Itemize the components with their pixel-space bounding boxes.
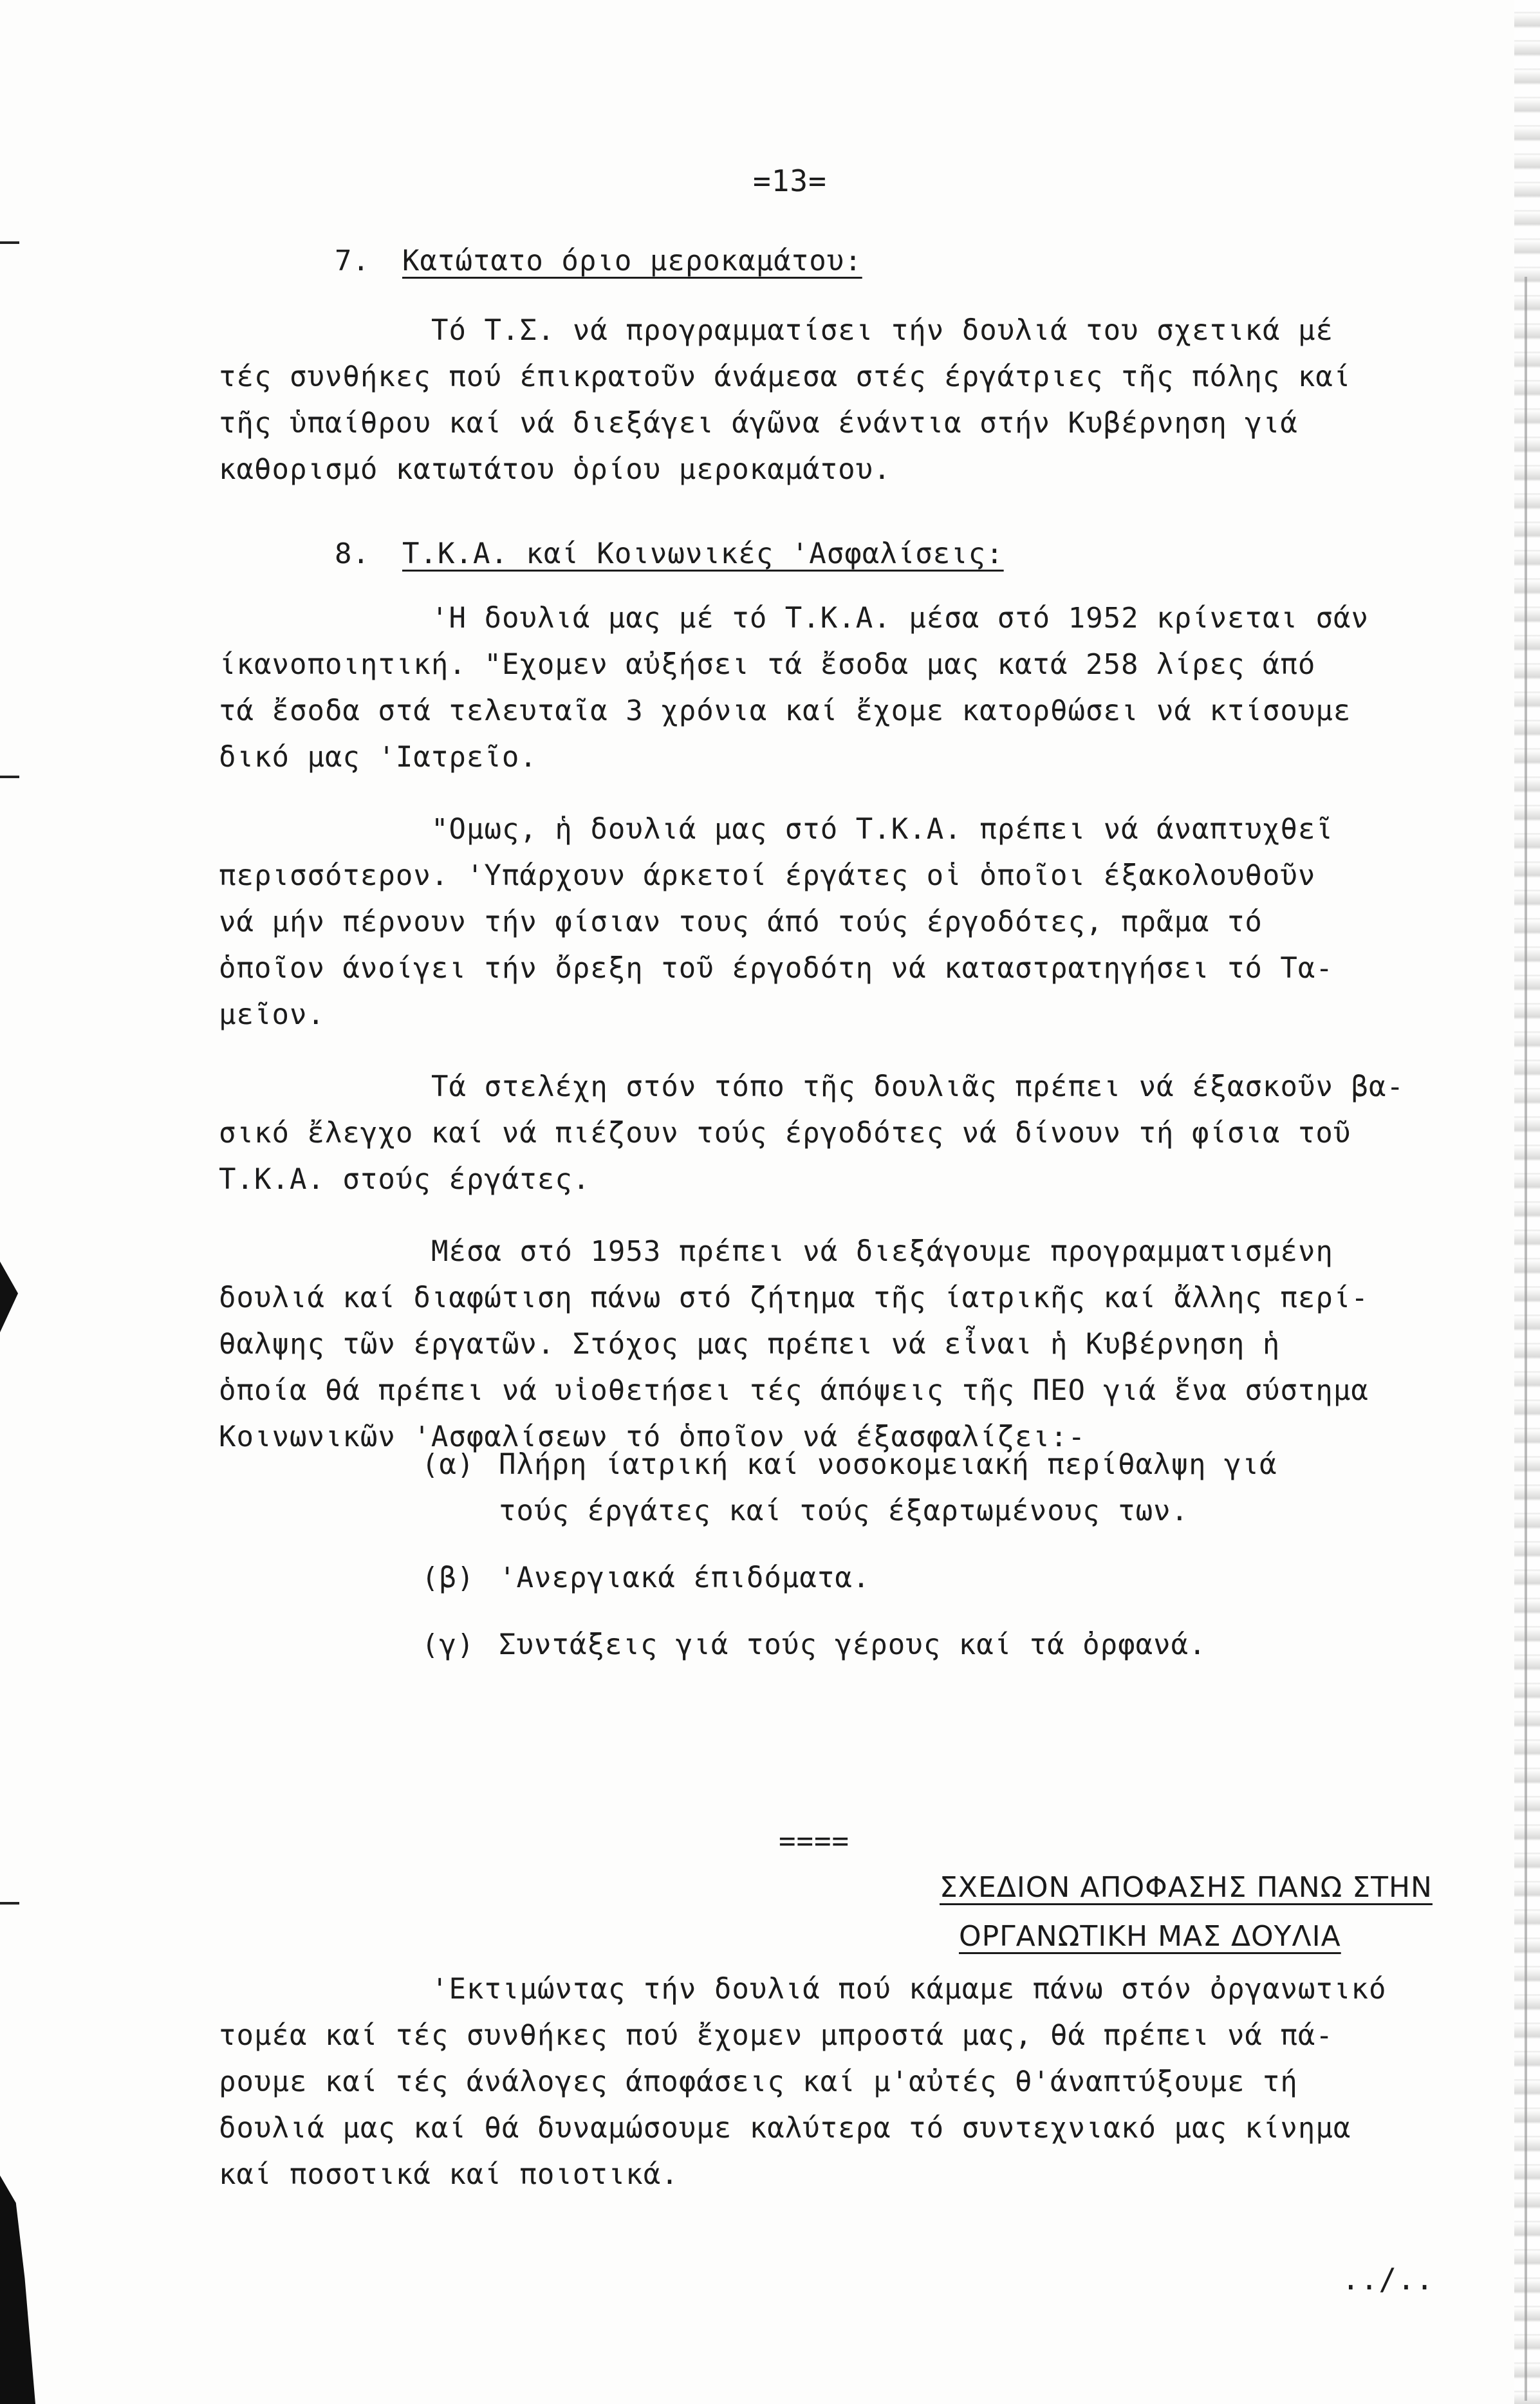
text-line: ὁποῖον άνοίγει τήν ὄρεξη τοῦ έργοδότη νά καταστρατηγήσει τό Τα- — [219, 952, 1333, 985]
text-line: "Ομως, ἡ δουλιά μας στό Τ.Κ.Α. πρέπει νά άναπτυχθεῖ — [431, 813, 1334, 846]
text-line: ίκανοποιητική. "Εχομεν αὐξήσει τά ἔσοδα μας κατά 258 λίρες άπό — [219, 648, 1316, 681]
text-line: δουλιά μας καί θά δυναμώσουμε καλύτερα τό συντεχνιακό μας κίνημα — [219, 2112, 1351, 2145]
resolution-paragraph — [219, 1966, 1506, 2198]
text-line: θαλψης τῶν έργατῶν. Στόχος μας πρέπει νά εἶναι ἡ Κυβέρνηση ἡ — [219, 1328, 1281, 1361]
text-line: δουλιά καί διαφώτιση πάνω στό ζήτημα τῆς ίατρικῆς καί ἄλλης περί- — [219, 1281, 1369, 1314]
text-line: Μέσα στό 1953 πρέπει νά διεξάγουμε προγραμματισμένη — [431, 1235, 1334, 1268]
page-number: =13= — [753, 163, 827, 198]
resolution-section — [219, 1966, 1506, 2198]
text-line: Τά στελέχη στόν τόπο τῆς δουλιᾶς πρέπει νά έξασκοῦν βα- — [431, 1070, 1404, 1103]
text-line: περισσότερον. 'Υπάρχουν άρκετοί έργάτες οἱ ὁποῖοι έξακολουθοῦν — [219, 859, 1316, 892]
section-8-heading — [219, 531, 1506, 577]
resolution-title-line: ΣΧΕΔΙΟΝ ΑΠΟΦΑΣΗΣ ΠΑΝΩ ΣΤΗΝ — [940, 1871, 1433, 1904]
section-separator: ==== — [779, 1825, 849, 1858]
text-line: καθορισμό κατωτάτου ὁρίου μεροκαμάτου. — [219, 453, 891, 486]
resolution-title — [940, 1863, 1433, 1961]
section-8-paragraph-1 — [219, 595, 1506, 781]
text-line: τά ἔσοδα στά τελευταῖα 3 χρόνια καί ἔχομε κατορθώσει νά κτίσουμε — [219, 694, 1351, 727]
section-8 — [219, 531, 1506, 1460]
text-line: ρουμε καί τές άνάλογες άποφάσεις καί μ'αὐτές θ'άναπτύξουμε τή — [219, 2065, 1298, 2098]
section-7-paragraph — [219, 308, 1506, 493]
section-8-paragraph-3 — [219, 1064, 1506, 1203]
section-7-heading — [219, 238, 1506, 284]
list-item-text: Συντάξεις γιά τούς γέρους καί τά ὀρφανά. — [499, 1628, 1207, 1661]
section-8-title: Τ.Κ.Α. καί Κοινωνικές 'Ασφαλίσεις: — [402, 537, 1004, 570]
scan-edge-line — [1525, 277, 1527, 2401]
section-7 — [219, 238, 1506, 493]
list-marker: (α) — [422, 1448, 475, 1481]
text-line: σικό ἔλεγχο καί νά πιέζουν τούς έργοδότες νά δίνουν τή φίσια τοῦ — [219, 1117, 1351, 1150]
resolution-title-line: ΟΡΓΑΝΩΤΙΚΗ ΜΑΣ ΔΟΥΛΙΑ — [959, 1920, 1341, 1953]
benefits-list — [422, 1442, 1277, 1689]
section-7-title: Κατώτατο όριο μεροκαμάτου: — [402, 245, 862, 277]
text-line: τές συνθήκες πού έπικρατοῦν άνάμεσα στές έργάτριες τῆς πόλης καί — [219, 360, 1351, 393]
text-line: ὁποία θά πρέπει νά υἱοθετήσει τές άπόψεις τῆς ΠΕΟ γιά ἕνα σύστημα — [219, 1374, 1369, 1407]
text-line: τῆς ὑπαίθρου καί νά διεξάγει άγῶνα ένάντια στήν Κυβέρνηση γιά — [219, 407, 1298, 440]
list-item — [422, 1555, 1277, 1601]
text-line: Τ.Κ.Α. στούς έργάτες. — [219, 1163, 591, 1196]
text-line: τομέα καί τές συνθήκες πού ἔχομεν μπροστά μας, θά πρέπει νά πά- — [219, 2019, 1333, 2052]
list-item-text: Πλήρη ίατρική καί νοσοκομειακή περίθαλψη γιά — [499, 1448, 1277, 1481]
section-7-number: 7. — [335, 245, 370, 277]
text-line: 'Εκτιμώντας τήν δουλιά πού κάμαμε πάνω στόν ὀργανωτικό — [431, 1973, 1387, 2006]
text-line: 'Η δουλιά μας μέ τό Τ.Κ.Α. μέσα στό 1952 κρίνεται σάν — [431, 602, 1369, 635]
text-line: μεῖον. — [219, 998, 325, 1031]
text-line: νά μήν πέρνουν τήν φίσιαν τους άπό τούς έργοδότες, πρᾶμα τό — [219, 906, 1263, 938]
scan-mark — [0, 1902, 19, 1905]
text-line: Τό Τ.Σ. νά προγραμματίσει τήν δουλιά του σχετικά μέ — [431, 314, 1334, 347]
text-line: Κοινωνικῶν 'Ασφαλίσεων τό ὁποῖον νά έξασφαλίζει:- — [219, 1421, 1086, 1453]
text-line: δικό μας 'Ιατρεῖο. — [219, 741, 537, 774]
list-item — [422, 1442, 1277, 1534]
list-marker: (γ) — [422, 1628, 475, 1661]
section-8-paragraph-2 — [219, 806, 1506, 1038]
list-item-text: τούς έργάτες καί τούς έξαρτωμένους των. — [499, 1495, 1189, 1527]
list-item — [422, 1622, 1277, 1668]
continuation-mark: ../.. — [1342, 2262, 1434, 2297]
scan-mark — [0, 776, 19, 778]
scan-mark — [0, 1262, 18, 1332]
list-marker: (β) — [422, 1561, 475, 1594]
scan-mark — [0, 241, 19, 244]
text-line: καί ποσοτικά καί ποιοτικά. — [219, 2158, 679, 2191]
scan-edge-left — [0, 2176, 35, 2404]
section-8-paragraph-4 — [219, 1229, 1506, 1460]
list-item-text: 'Ανεργιακά έπιδόματα. — [499, 1561, 871, 1594]
scan-edge-right — [1514, 0, 1540, 2404]
section-8-number: 8. — [335, 537, 370, 570]
